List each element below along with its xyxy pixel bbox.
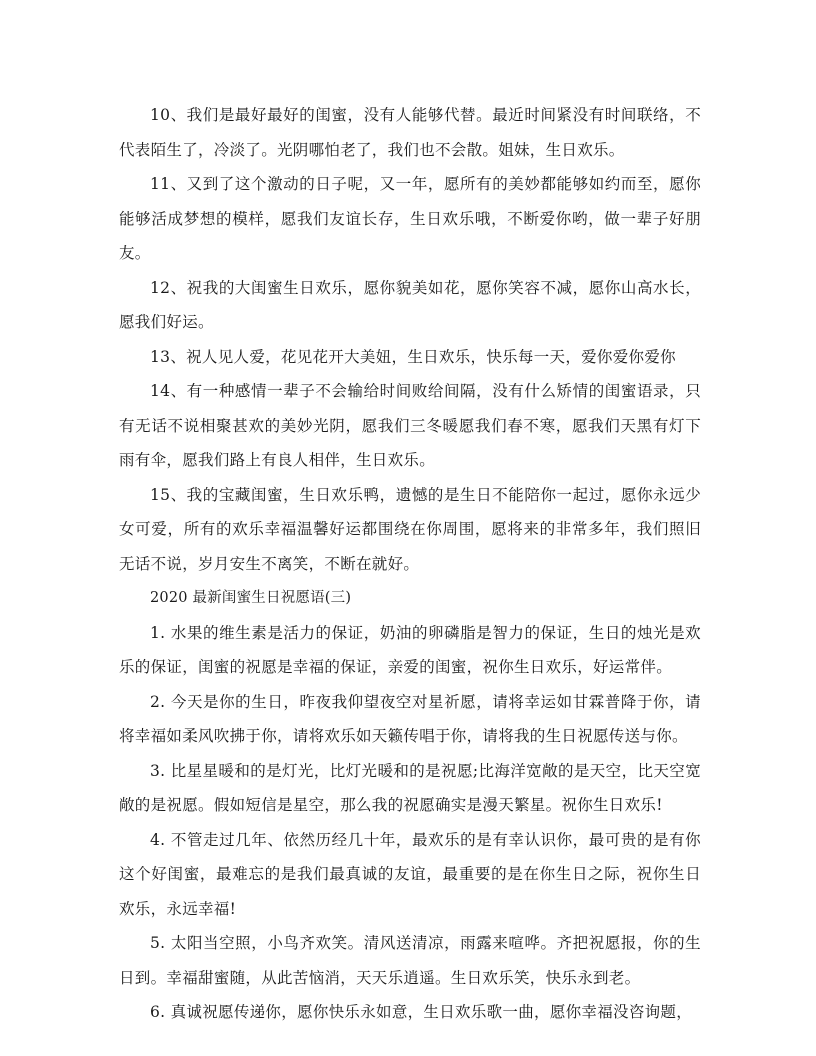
paragraph-10: 10、我们是最好最好的闺蜜，没有人能够代替。最近时间紧没有时间联络，不代表陌生了，冷淡了。光阴哪怕老了，我们也不会散。姐妹，生日欢乐。 — [119, 106, 701, 159]
wish-item-6: 6. 真诚祝愿传递你，愿你快乐永如意，生日欢乐歌一曲，愿你幸福没咨询题， — [150, 1003, 693, 1021]
paragraph-11: 11、又到了这个激动的日子呢，又一年，愿所有的美妙都能够如约而至，愿你能够活成梦想的模样，愿我们友谊长存，生日欢乐哦，不断爱你哟，做一辈子好朋友。 — [119, 175, 701, 262]
paragraph-12: 12、祝我的大闺蜜生日欢乐，愿你貌美如花，愿你笑容不减，愿你山高水长，愿我们好运。 — [119, 278, 701, 331]
document-body — [119, 98, 701, 1030]
paragraph-14: 14、有一种感情一辈子不会输给时间败给间隔，没有什么矫情的闺蜜语录，只有无话不说相聚甚欢的美妙光阴，愿我们三冬暖愿我们春不寒，愿我们天黑有灯下雨有伞，愿我们路上有良人相伴，生日欢乐。 — [119, 382, 701, 469]
wish-item-2: 2. 今天是你的生日，昨夜我仰望夜空对星祈愿，请将幸运如甘霖普降于你，请将幸福如柔风吹拂于你，请将欢乐如天籁传唱于你，请将我的生日祝愿传送与你。 — [119, 692, 701, 745]
wish-item-1: 1. 水果的维生素是活力的保证，奶油的卵磷脂是智力的保证，生日的烛光是欢乐的保证，闺蜜的祝愿是幸福的保证，亲爱的闺蜜，祝你生日欢乐，好运常伴。 — [119, 623, 701, 676]
paragraph-15: 15、我的宝藏闺蜜，生日欢乐鸭，遗憾的是生日不能陪你一起过，愿你永远少女可爱，所有的欢乐幸福温馨好运都围绕在你周围，愿将来的非常多年，我们照旧无话不说，岁月安生不离笑，不断在就好。 — [119, 485, 701, 573]
paragraph-13: 13、祝人见人爱，花见花开大美妞，生日欢乐，快乐每一天，爱你爱你爱你 — [150, 347, 676, 366]
wish-item-5: 5. 太阳当空照，小鸟齐欢笑。清风送清凉，雨露来喧哗。齐把祝愿报，你的生日到。幸福甜蜜随，从此苦恼消，天天乐逍遥。生日欢乐笑，快乐永到老。 — [119, 934, 701, 987]
wish-item-3: 3. 比星星暖和的是灯光，比灯光暖和的是祝愿;比海洋宽敞的是天空，比天空宽敞的是祝愿。假如短信是星空，那么我的祝愿确实是漫天繁星。祝你生日欢乐! — [119, 761, 701, 814]
wish-item-4: 4. 不管走过几年、依然历经几十年，最欢乐的是有幸认识你，最可贵的是有你这个好闺蜜，最难忘的是我们最真诚的友谊，最重要的是在你生日之际，祝你生日欢乐，永远幸福! — [119, 830, 701, 918]
section-heading: 2020 最新闺蜜生日祝愿语(三) — [150, 590, 352, 606]
